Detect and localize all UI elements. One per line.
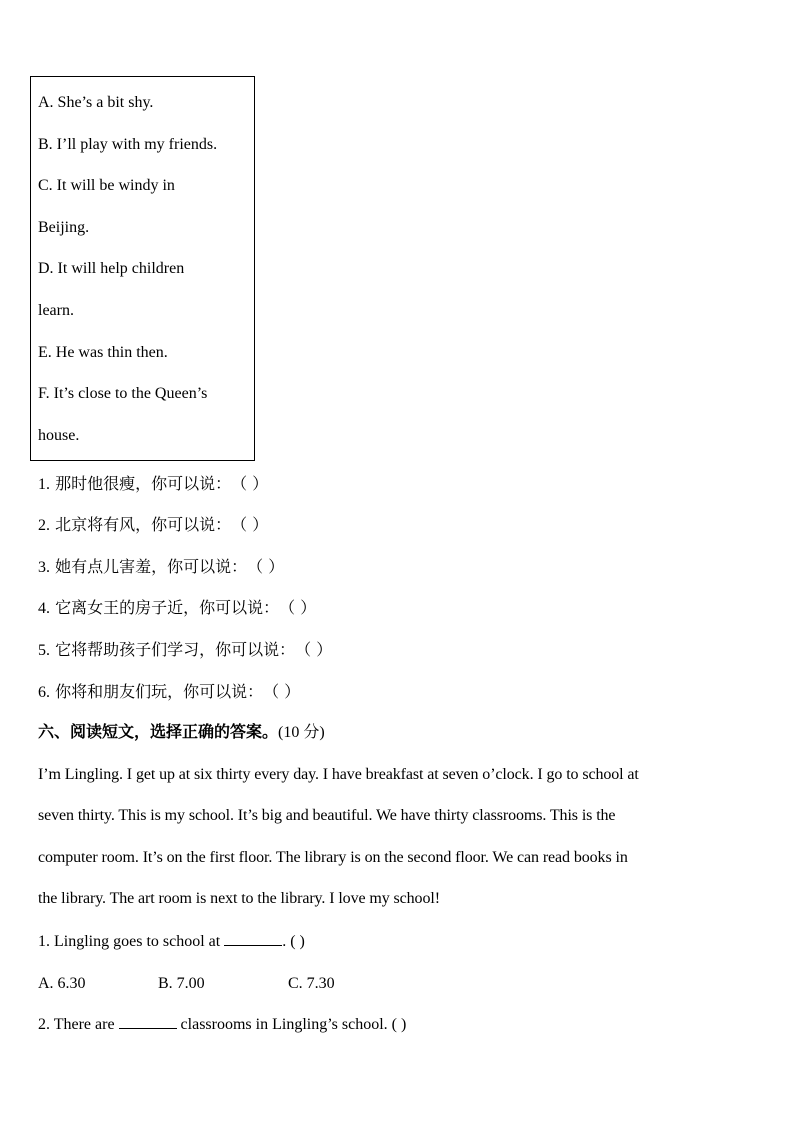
question-4: 4. 它离女王的房子近，你可以说：（ ） <box>38 598 317 617</box>
reading-question-2: 2. There are classrooms in Lingling’s school. ( ) <box>38 1016 407 1033</box>
option-d-line1: D. It will help children <box>38 260 185 277</box>
passage-line-3: computer room. It’s on the first floor. The library is on the second floor. We can read books in <box>38 849 628 866</box>
question-2: 2. 北京将有风，你可以说：（ ） <box>38 515 269 534</box>
passage-line-1: I’m Lingling. I get up at six thirty every day. I have breakfast at seven o’clock. I go to school at <box>38 766 639 783</box>
option-d-line2: learn. <box>38 302 74 319</box>
choice-a[interactable]: A. 6.30 <box>38 975 86 992</box>
question-1: 1. 那时他很瘦，你可以说：（ ） <box>38 474 269 493</box>
question-6: 6. 你将和朋友们玩，你可以说：（ ） <box>38 682 301 701</box>
reading-question-1: 1. Lingling goes to school at . ( ) <box>38 933 305 950</box>
option-c-line2: Beijing. <box>38 219 90 236</box>
option-e: E. He was thin then. <box>38 344 168 361</box>
option-f-line2: house. <box>38 427 80 444</box>
answer-paren-3[interactable]: （ ） <box>247 557 285 576</box>
choice-b[interactable]: B. 7.00 <box>158 975 205 992</box>
passage-line-4: the library. The art room is next to the library. I love my school! <box>38 890 440 907</box>
answer-blank-2[interactable] <box>119 1014 177 1029</box>
answer-paren-4[interactable]: （ ） <box>279 598 317 617</box>
question-3: 3. 她有点儿害羞，你可以说：（ ） <box>38 557 285 576</box>
answer-paren-5[interactable]: （ ） <box>295 640 333 659</box>
option-c-line1: C. It will be windy in <box>38 177 175 194</box>
passage-line-2: seven thirty. This is my school. It’s big and beautiful. We have thirty classrooms. This is the <box>38 807 616 824</box>
answer-blank-1[interactable] <box>224 931 282 946</box>
option-b: B. I’ll play with my friends. <box>38 136 218 153</box>
answer-paren-1[interactable]: （ ） <box>231 474 269 493</box>
option-a: A. She’s a bit shy. <box>38 94 154 111</box>
choice-c[interactable]: C. 7.30 <box>288 975 335 992</box>
question-5: 5. 它将帮助孩子们学习，你可以说：（ ） <box>38 640 333 659</box>
section-heading: 六、阅读短文，选择正确的答案。(10 分) <box>38 722 325 741</box>
option-f-line1: F. It’s close to the Queen’s <box>38 385 208 402</box>
answer-paren-6[interactable]: （ ） <box>263 682 301 701</box>
answer-paren-2[interactable]: （ ） <box>231 515 269 534</box>
